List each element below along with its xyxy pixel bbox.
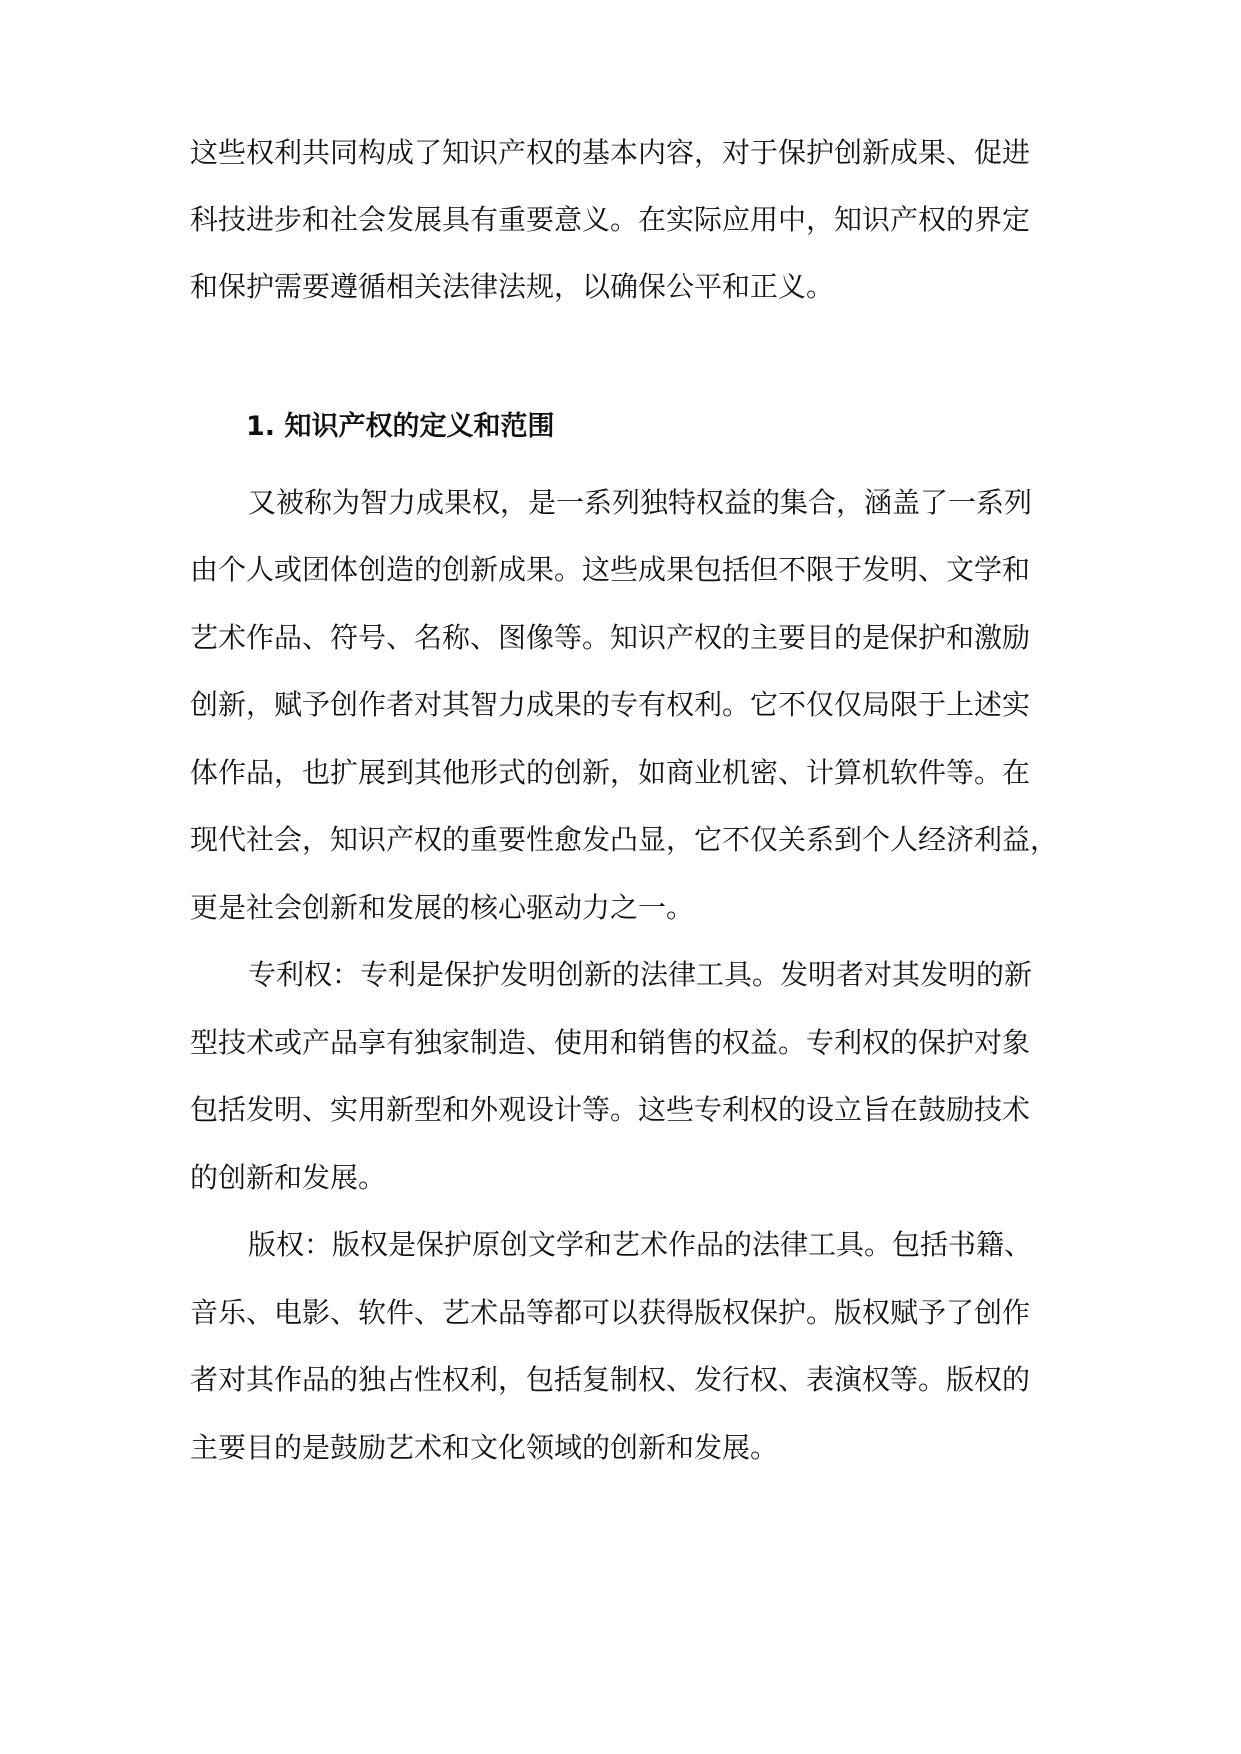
intro-line-3: 和保护需要遵循相关法律法规，以确保公平和正义。 (190, 270, 835, 303)
para3-line-1: 版权：版权是保护原创文学和艺术作品的法律工具。包括书籍、 (248, 1228, 1033, 1261)
intro-line-1: 这些权利共同构成了知识产权的基本内容，对于保护创新成果、促进 (190, 136, 1031, 169)
para2-line-1: 专利权：专利是保护发明创新的法律工具。发明者对其发明的新 (248, 958, 1033, 991)
para2-line-3: 包括发明、实用新型和外观设计等。这些专利权的设立旨在鼓励技术 (190, 1093, 1031, 1126)
para1-line-1: 又被称为智力成果权，是一系列独特权益的集合，涵盖了一系列 (248, 486, 1033, 519)
para3-line-3: 者对其作品的独占性权利，包括复制权、发行权、表演权等。版权的 (190, 1363, 1031, 1396)
para3-line-4: 主要目的是鼓励艺术和文化领域的创新和发展。 (190, 1431, 779, 1464)
para2-line-4: 的创新和发展。 (190, 1161, 387, 1194)
para1-line-7: 更是社会创新和发展的核心驱动力之一。 (190, 891, 695, 924)
para3-line-2: 音乐、电影、软件、艺术品等都可以获得版权保护。版权赋予了创作 (190, 1296, 1031, 1329)
para2-line-2: 型技术或产品享有独家制造、使用和销售的权益。专利权的保护对象 (190, 1026, 1031, 1059)
para1-line-4: 创新，赋予创作者对其智力成果的专有权利。它不仅仅局限于上述实 (190, 688, 1031, 721)
intro-line-2: 科技进步和社会发展具有重要意义。在实际应用中，知识产权的界定 (190, 203, 1031, 236)
para1-line-5: 体作品，也扩展到其他形式的创新，如商业机密、计算机软件等。在 (190, 756, 1031, 789)
para1-line-2: 由个人或团体创造的创新成果。这些成果包括但不限于发明、文学和 (190, 553, 1031, 586)
section-heading: 1. 知识产权的定义和范围 (246, 411, 555, 442)
para1-line-6: 现代社会，知识产权的重要性愈发凸显，它不仅关系到个人经济利益， (190, 823, 1059, 856)
para1-line-3: 艺术作品、符号、名称、图像等。知识产权的主要目的是保护和激励 (190, 621, 1031, 654)
